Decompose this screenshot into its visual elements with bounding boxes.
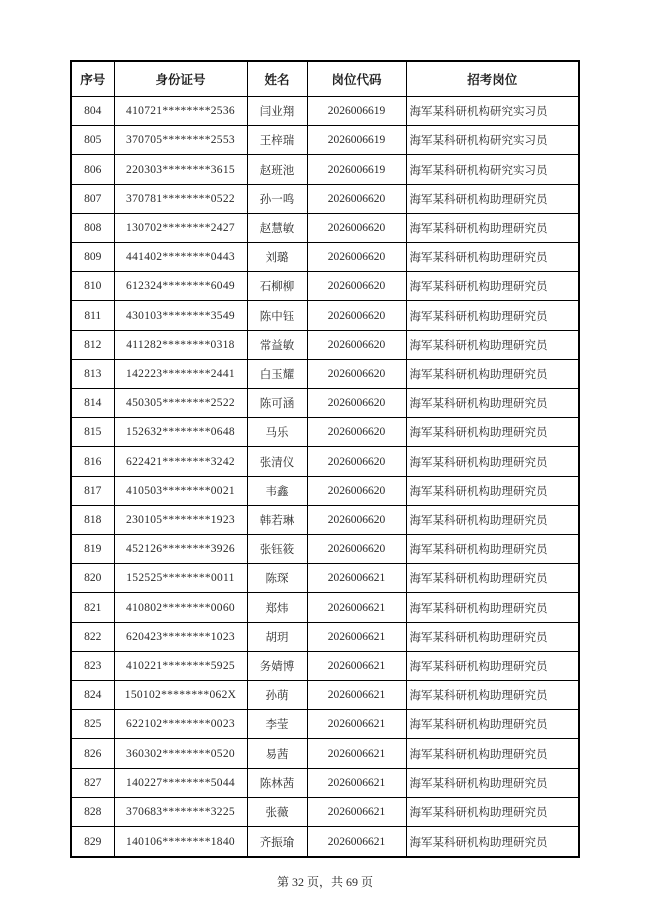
cell-name: 闫业翔 (247, 97, 307, 126)
cell-recruitment-post: 海军某科研机构助理研究员 (406, 243, 579, 272)
cell-recruitment-post: 海军某科研机构助理研究员 (406, 739, 579, 768)
header-serial-number: 序号 (71, 61, 114, 97)
table-row (71, 797, 579, 826)
cell-id-number: 142223********2441 (114, 359, 247, 388)
table-row (71, 272, 579, 301)
cell-recruitment-post: 海军某科研机构助理研究员 (406, 651, 579, 680)
header-recruitment-post: 招考岗位 (406, 61, 579, 97)
cell-serial-number: 812 (71, 330, 114, 359)
cell-id-number: 622421********3242 (114, 447, 247, 476)
cell-name: 石柳柳 (247, 272, 307, 301)
table-row (71, 622, 579, 651)
cell-serial-number: 809 (71, 243, 114, 272)
cell-serial-number: 808 (71, 213, 114, 242)
table-row (71, 418, 579, 447)
cell-id-number: 140227********5044 (114, 768, 247, 797)
cell-post-code: 2026006621 (307, 739, 406, 768)
cell-id-number: 410503********0021 (114, 476, 247, 505)
cell-recruitment-post: 海军某科研机构助理研究员 (406, 535, 579, 564)
cell-recruitment-post: 海军某科研机构助理研究员 (406, 827, 579, 857)
cell-id-number: 140106********1840 (114, 827, 247, 857)
cell-serial-number: 816 (71, 447, 114, 476)
cell-recruitment-post: 海军某科研机构助理研究员 (406, 681, 579, 710)
cell-name: 白玉耀 (247, 359, 307, 388)
cell-recruitment-post: 海军某科研机构研究实习员 (406, 155, 579, 184)
cell-recruitment-post: 海军某科研机构助理研究员 (406, 797, 579, 826)
cell-recruitment-post: 海军某科研机构助理研究员 (406, 768, 579, 797)
cell-name: 务婧博 (247, 651, 307, 680)
cell-name: 张薇 (247, 797, 307, 826)
cell-post-code: 2026006620 (307, 447, 406, 476)
cell-serial-number: 821 (71, 593, 114, 622)
table-row (71, 243, 579, 272)
cell-post-code: 2026006621 (307, 622, 406, 651)
cell-id-number: 622102********0023 (114, 710, 247, 739)
cell-post-code: 2026006621 (307, 710, 406, 739)
cell-post-code: 2026006621 (307, 681, 406, 710)
cell-id-number: 220303********3615 (114, 155, 247, 184)
cell-name: 陈中钰 (247, 301, 307, 330)
cell-post-code: 2026006620 (307, 243, 406, 272)
cell-name: 韩若琳 (247, 505, 307, 534)
cell-serial-number: 805 (71, 126, 114, 155)
cell-serial-number: 810 (71, 272, 114, 301)
table-header-row (71, 61, 579, 97)
cell-serial-number: 815 (71, 418, 114, 447)
cell-name: 马乐 (247, 418, 307, 447)
cell-serial-number: 818 (71, 505, 114, 534)
cell-post-code: 2026006621 (307, 593, 406, 622)
cell-name: 常益敏 (247, 330, 307, 359)
cell-recruitment-post: 海军某科研机构研究实习员 (406, 126, 579, 155)
cell-name: 刘璐 (247, 243, 307, 272)
recruitment-roster-table (70, 60, 580, 858)
cell-recruitment-post: 海军某科研机构助理研究员 (406, 418, 579, 447)
cell-serial-number: 824 (71, 681, 114, 710)
cell-id-number: 370705********2553 (114, 126, 247, 155)
cell-serial-number: 829 (71, 827, 114, 857)
cell-recruitment-post: 海军某科研机构研究实习员 (406, 97, 579, 126)
cell-post-code: 2026006620 (307, 301, 406, 330)
cell-recruitment-post: 海军某科研机构助理研究员 (406, 184, 579, 213)
header-id-number: 身份证号 (114, 61, 247, 97)
cell-id-number: 410221********5925 (114, 651, 247, 680)
cell-name: 郑炜 (247, 593, 307, 622)
cell-id-number: 441402********0443 (114, 243, 247, 272)
cell-name: 张钰筱 (247, 535, 307, 564)
table-row (71, 535, 579, 564)
cell-recruitment-post: 海军某科研机构助理研究员 (406, 564, 579, 593)
table-row (71, 593, 579, 622)
cell-id-number: 130702********2427 (114, 213, 247, 242)
cell-post-code: 2026006619 (307, 126, 406, 155)
cell-post-code: 2026006621 (307, 827, 406, 857)
table-row (71, 710, 579, 739)
cell-post-code: 2026006620 (307, 505, 406, 534)
cell-serial-number: 817 (71, 476, 114, 505)
cell-recruitment-post: 海军某科研机构助理研究员 (406, 389, 579, 418)
cell-post-code: 2026006620 (307, 272, 406, 301)
cell-serial-number: 820 (71, 564, 114, 593)
cell-name: 胡玥 (247, 622, 307, 651)
table-row (71, 184, 579, 213)
cell-post-code: 2026006620 (307, 535, 406, 564)
cell-serial-number: 827 (71, 768, 114, 797)
cell-name: 张清仪 (247, 447, 307, 476)
table-row (71, 330, 579, 359)
cell-post-code: 2026006621 (307, 564, 406, 593)
table-row (71, 564, 579, 593)
cell-serial-number: 823 (71, 651, 114, 680)
table-row (71, 827, 579, 857)
cell-name: 李莹 (247, 710, 307, 739)
cell-post-code: 2026006620 (307, 389, 406, 418)
cell-id-number: 452126********3926 (114, 535, 247, 564)
header-post-code: 岗位代码 (307, 61, 406, 97)
cell-recruitment-post: 海军某科研机构助理研究员 (406, 622, 579, 651)
cell-post-code: 2026006620 (307, 330, 406, 359)
cell-recruitment-post: 海军某科研机构助理研究员 (406, 710, 579, 739)
cell-recruitment-post: 海军某科研机构助理研究员 (406, 505, 579, 534)
page-number-indicator: 第 32 页，共 69 页 (276, 875, 373, 889)
cell-recruitment-post: 海军某科研机构助理研究员 (406, 272, 579, 301)
cell-id-number: 450305********2522 (114, 389, 247, 418)
cell-id-number: 370683********3225 (114, 797, 247, 826)
cell-post-code: 2026006620 (307, 418, 406, 447)
cell-serial-number: 814 (71, 389, 114, 418)
cell-post-code: 2026006620 (307, 359, 406, 388)
cell-recruitment-post: 海军某科研机构助理研究员 (406, 301, 579, 330)
cell-id-number: 370781********0522 (114, 184, 247, 213)
cell-name: 王梓瑞 (247, 126, 307, 155)
cell-serial-number: 806 (71, 155, 114, 184)
table-row (71, 389, 579, 418)
cell-serial-number: 811 (71, 301, 114, 330)
cell-id-number: 430103********3549 (114, 301, 247, 330)
cell-serial-number: 819 (71, 535, 114, 564)
table-row (71, 359, 579, 388)
table-row (71, 155, 579, 184)
cell-name: 陈林茜 (247, 768, 307, 797)
cell-name: 赵慧敏 (247, 213, 307, 242)
cell-recruitment-post: 海军某科研机构助理研究员 (406, 476, 579, 505)
cell-post-code: 2026006620 (307, 213, 406, 242)
table-row (71, 213, 579, 242)
cell-post-code: 2026006621 (307, 797, 406, 826)
cell-recruitment-post: 海军某科研机构助理研究员 (406, 359, 579, 388)
cell-id-number: 230105********1923 (114, 505, 247, 534)
cell-id-number: 150102********062X (114, 681, 247, 710)
table-row (71, 126, 579, 155)
cell-id-number: 620423********1023 (114, 622, 247, 651)
cell-post-code: 2026006620 (307, 476, 406, 505)
table-row (71, 447, 579, 476)
table-row (71, 768, 579, 797)
cell-id-number: 410802********0060 (114, 593, 247, 622)
cell-name: 齐振瑜 (247, 827, 307, 857)
cell-serial-number: 826 (71, 739, 114, 768)
table-row (71, 681, 579, 710)
cell-id-number: 152632********0648 (114, 418, 247, 447)
cell-serial-number: 828 (71, 797, 114, 826)
cell-name: 陈琛 (247, 564, 307, 593)
cell-recruitment-post: 海军某科研机构助理研究员 (406, 593, 579, 622)
cell-post-code: 2026006619 (307, 155, 406, 184)
cell-name: 陈可涵 (247, 389, 307, 418)
cell-serial-number: 813 (71, 359, 114, 388)
header-name: 姓名 (247, 61, 307, 97)
cell-post-code: 2026006620 (307, 184, 406, 213)
table-row (71, 97, 579, 126)
cell-name: 韦鑫 (247, 476, 307, 505)
table-row (71, 505, 579, 534)
table-row (71, 651, 579, 680)
cell-id-number: 410721********2536 (114, 97, 247, 126)
cell-post-code: 2026006621 (307, 651, 406, 680)
cell-serial-number: 807 (71, 184, 114, 213)
table-row (71, 476, 579, 505)
cell-post-code: 2026006619 (307, 97, 406, 126)
cell-id-number: 360302********0520 (114, 739, 247, 768)
cell-id-number: 411282********0318 (114, 330, 247, 359)
cell-serial-number: 822 (71, 622, 114, 651)
cell-name: 易茜 (247, 739, 307, 768)
cell-recruitment-post: 海军某科研机构助理研究员 (406, 213, 579, 242)
cell-post-code: 2026006621 (307, 768, 406, 797)
cell-serial-number: 804 (71, 97, 114, 126)
cell-name: 孙一鸣 (247, 184, 307, 213)
cell-serial-number: 825 (71, 710, 114, 739)
cell-recruitment-post: 海军某科研机构助理研究员 (406, 447, 579, 476)
cell-id-number: 152525********0011 (114, 564, 247, 593)
cell-name: 赵班池 (247, 155, 307, 184)
table-row (71, 739, 579, 768)
cell-recruitment-post: 海军某科研机构助理研究员 (406, 330, 579, 359)
cell-id-number: 612324********6049 (114, 272, 247, 301)
cell-name: 孙萌 (247, 681, 307, 710)
table-row (71, 301, 579, 330)
